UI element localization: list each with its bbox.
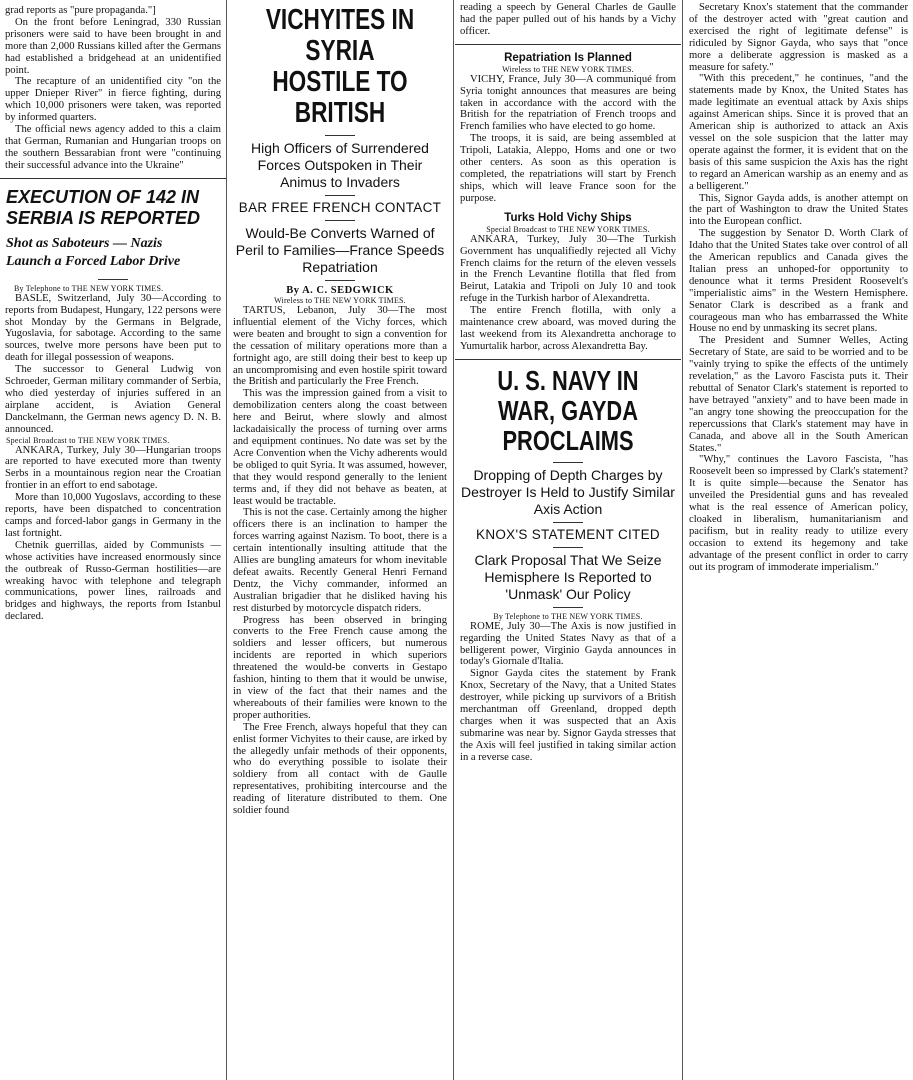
column-rule	[453, 0, 454, 1080]
column-2	[228, 0, 452, 1080]
subhead-serbia-2: Launch a Forced Labor Drive	[6, 253, 181, 269]
article-paragraph: grad reports as "pure propaganda."]	[5, 5, 156, 16]
dash-rule	[553, 522, 583, 523]
article-paragraph: "Why," continues the Lavoro Fascista, "has Roosevelt been so impressed by Clark's statement? It is quite simple—because the Senator has unveiled the Presidential guns and has revealed what is the real essence of American policy, cloaked in liberalism, humanitarianism and pacifism, but in reality ready to utilize every occasion to extend its hegemony and take advantage of the present conflict in order to carry out its program of immoderate imperialism."	[689, 454, 908, 573]
dash-rule	[553, 462, 583, 463]
headline-vichyites: VICHYITES IN SYRIA HOSTILE TO BRITISH	[265, 4, 415, 129]
headline-serbia: EXECUTION OF 142 IN SERBIA IS REPORTED	[6, 186, 201, 228]
article-paragraph: The recapture of an unidentified city "on the upper Dnieper River" in fierce fighting, during which 10,000 prisoners were taken, was reported by informed quarters.	[5, 76, 221, 124]
article-paragraph: The President and Sumner Welles, Acting Secretary of State, are said to be worried and to be "vainly trying to spike the effects of the untimely revelation," as the Lavoro Fascista puts it. Their rebuttal of Senator Clark's statement is reported to have betrayed "anxiety" and to have been made in "an angry tone showing the preoccupation for the repercussions that Clark's statement may have in Canada, and above all in the South American States."	[689, 335, 908, 454]
column-3	[455, 0, 681, 1080]
column-4	[684, 0, 913, 1080]
article-paragraph: Chetnik guerrillas, aided by Communists — whose activities have increased enormously since the outbreak of Russo-German hostilities—are wreaking havoc with telephone and telegraph communications, power lines, railroads and bridges and highways, the reports from Istanbul declared.	[5, 539, 221, 623]
dash-rule	[98, 279, 128, 280]
article-paragraph: ANKARA, Turkey, July 30—The Turkish Government has unqualifiedly rejected all Vichy French claims for the return of the eleven vessels in the French Levantine flotilla that fled from Beirut, Latakia and Tripoli on July 10 and took refuge in the Turkish harbor of Alexandretta.	[460, 233, 676, 305]
article-paragraph: This, Signor Gayda adds, is another attempt on the part of Washington to draw the United States into the European conflict.	[689, 192, 908, 228]
article-paragraph: This is not the case. Certainly among the higher officers there is an inclination to hamper the forces warring against Nazism. To boot, there is a certain intentionally insulting attitude that the Allies are bungling amateurs for whom inevitable defeat awaits. Recently General Henri Fernand Dentz, the Vichy commander, informed an Australian brigadier that he disliked having his rest disturbed by motorcycle dispatch riders.	[233, 507, 447, 614]
article-paragraph: The successor to General Ludwig von Schroeder, German military commander of Serbia, who died yesterday of injuries suffered in an airplane accident, is Aviation General Danckelmann, the German news agency D. N. B. announced.	[5, 364, 221, 435]
deck-vichyites-3: Would-Be Converts Warned of Peril to Families—France Speeds Repatriation	[235, 225, 445, 275]
article-paragraph: reading a speech by General Charles de Gaulle had the paper pulled out of his hands by a Vichy officer.	[460, 2, 676, 37]
credit-line: By Telephone to THE NEW YORK TIMES.	[14, 283, 164, 293]
column-rule	[682, 0, 683, 1080]
deck-navy-3: Clark Proposal That We Seize Hemisphere Is Reported to 'Unmask' Our Policy	[474, 551, 662, 602]
article-paragraph: ANKARA, Turkey, July 30—Hungarian troops are reported to have executed more than twenty Serbs in a mountainous region near the Croatian frontier in an effort to end sabotage.	[5, 444, 221, 492]
section-rule	[455, 359, 681, 360]
article-paragraph: The Free French, always hopeful that they can enlist former Vichyites to their cause, are irked by the allegedly unfair methods of their opponents, who do everything possible to isolate their soldiery from all contact with de Gaulle representatives, prohibiting intercourse and the reading of literature distributed to them. One soldier found	[233, 721, 447, 817]
deck-vichyites-2: BAR FREE FRENCH CONTACT	[238, 200, 442, 215]
article-paragraph: TARTUS, Lebanon, July 30—The most influential element of the Vichy forces, which were beaten and brought to sign a convention for the cessation of military operations more than a fortnight ago, are still doing their best to keep up an uncompromising and even hostile spirit toward the British and particularly the Free French.	[233, 305, 447, 388]
column-1	[0, 0, 226, 1080]
article-paragraph: Secretary Knox's statement that the commander of the destroyer acted with "great caution and exercised the right of legitimate defense" is ridiculed by Signor Gayda, who says that "once more a deliberate aggression is masked as a measure for safety."	[689, 2, 908, 73]
dash-rule	[325, 195, 355, 196]
article-paragraph: Signor Gayda cites the statement by Frank Knox, Secretary of the Navy, that a United States destroyer, while picking up survivors of a British merchantman off Greenland, dropped depth charges when it was suspected that an Axis submarine was near by. Signor Gayda stresses that the Axis will feel justified in taking similar action in a reverse case.	[460, 668, 676, 763]
subhead-repatriation: Repatriation Is Planned	[504, 51, 632, 64]
article-paragraph: The suggestion by Senator D. Worth Clark of Idaho that the United States take over control of all the American republics and Canada gives the Italian press an unhoped-for opportunity to denounce what it terms President Roosevelt's "imperialistic aims" in the Western Hemisphere. Senator Clark is described as a frank and courageous man who has embarrassed the White House no end by unmasking its secret plans.	[689, 228, 908, 335]
credit-line: Wireless to THE NEW YORK TIMES.	[502, 64, 634, 74]
dash-rule	[325, 280, 355, 281]
section-rule	[0, 178, 226, 179]
article-paragraph: BASLE, Switzerland, July 30—According to reports from Budapest, Hungary, 122 persons were shot Monday by the Germans in Belgrade, Yugoslavia, for sabotage. According to the same sources, twelve more persons have been put to death for illegal possession of weapons.	[5, 292, 221, 364]
article-paragraph: On the front before Leningrad, 330 Russian prisoners were said to have been brought in and more than 2,000 Russians killed after the Germans had established a bridgehead at an unidentified point.	[5, 16, 221, 76]
article-paragraph: The official news agency added to this a claim that German, Rumanian and Hungarian troops on the southern Bessarabian front were "continuing their successful advance into the Ukraine"	[5, 124, 221, 171]
dash-rule	[325, 220, 355, 221]
article-paragraph: This was the impression gained from a visit to demobilization centers along the coast between here and Beirut, where slowly and almost lackadaisically the process of turning over arms and equipment continues. No date was set by the Acre Convention when the Vichy adherents would be obliged to quit Syria. It was assumed, however, that they would respond generally to the lenient terms and, if they did not behave as beaten, at least would be tractable.	[233, 388, 447, 507]
deck-vichyites-1: High Officers of Surrendered Forces Outspoken in Their Animus to Invaders	[251, 140, 429, 190]
article-paragraph: Progress has been observed in bringing converts to the Free French cause among the soldiers and lesser officers, but numerous incidents are reported in which superiors threatened the would-be converts in Gestapo fashion, hinting to them that it would be unwise, in view of the fact that their names and the whereabouts of their families were known to the proper authorities.	[233, 614, 447, 721]
dash-rule	[325, 135, 355, 136]
headline-navy: U. S. NAVY IN WAR, GAYDA PROCLAIMS	[497, 364, 639, 456]
article-paragraph: ROME, July 30—The Axis is now justified in regarding the United States Navy as that of a belligerent power, Virginio Gayda announces in today's Giornale d'Italia.	[460, 620, 676, 668]
subhead-serbia-1: Shot as Saboteurs — Nazis	[6, 235, 163, 251]
credit-line: Special Broadcast to THE NEW YORK TIMES.	[486, 224, 650, 234]
section-rule	[455, 44, 681, 45]
column-rule	[226, 0, 227, 1080]
dash-rule	[553, 607, 583, 608]
deck-navy-2: KNOX'S STATEMENT CITED	[476, 526, 660, 542]
article-paragraph: The troops, it is said, are being assembled at Tripoli, Latakia, Aleppo, Homs and one or two other centers. As soon as this operation is completed, the repatriations will start by French ships, which will leave France soon for the purpose.	[460, 133, 676, 204]
subhead-turks: Turks Hold Vichy Ships	[504, 211, 632, 224]
article-paragraph: VICHY, France, July 30—A communiqué from Syria tonight announces that measures are being taken in accordance with the accord with the British for the repatriation of French troops and French families who have elected to go home.	[460, 73, 676, 133]
article-paragraph: More than 10,000 Yugoslavs, according to these reports, have been dispatched to concentration camps and forced-labor gangs in Germany in the last fortnight.	[5, 492, 221, 539]
credit-line: Special Broadcast to THE NEW YORK TIMES.	[6, 435, 170, 445]
article-paragraph: "With this precedent," he continues, "and the statements made by Knox, the United States has made legitimate an eventual attack by Axis ships against American ships. Since it is proved that an American ship is authorized to attack an Axis vessel on the sole suspicion that the latter may operate against the former, it is evident that on the basis of this same suspicion the Axis has the right to regard an American warship as an enemy and as a belligerent."	[689, 73, 908, 192]
article-paragraph: The entire French flotilla, with only a maintenance crew aboard, was moved during the last weekend from its Alexandretta anchorage to Yumurtalik harbor, across Alexandretta Bay.	[460, 305, 676, 352]
dash-rule	[553, 547, 583, 548]
credit-line: By Telephone to THE NEW YORK TIMES.	[493, 611, 643, 621]
deck-navy-1: Dropping of Depth Charges by Destroyer Is Held to Justify Similar Axis Action	[461, 466, 675, 517]
byline: By A. C. SEDGWICK	[286, 285, 394, 296]
credit-line: Wireless to THE NEW YORK TIMES.	[274, 296, 406, 305]
